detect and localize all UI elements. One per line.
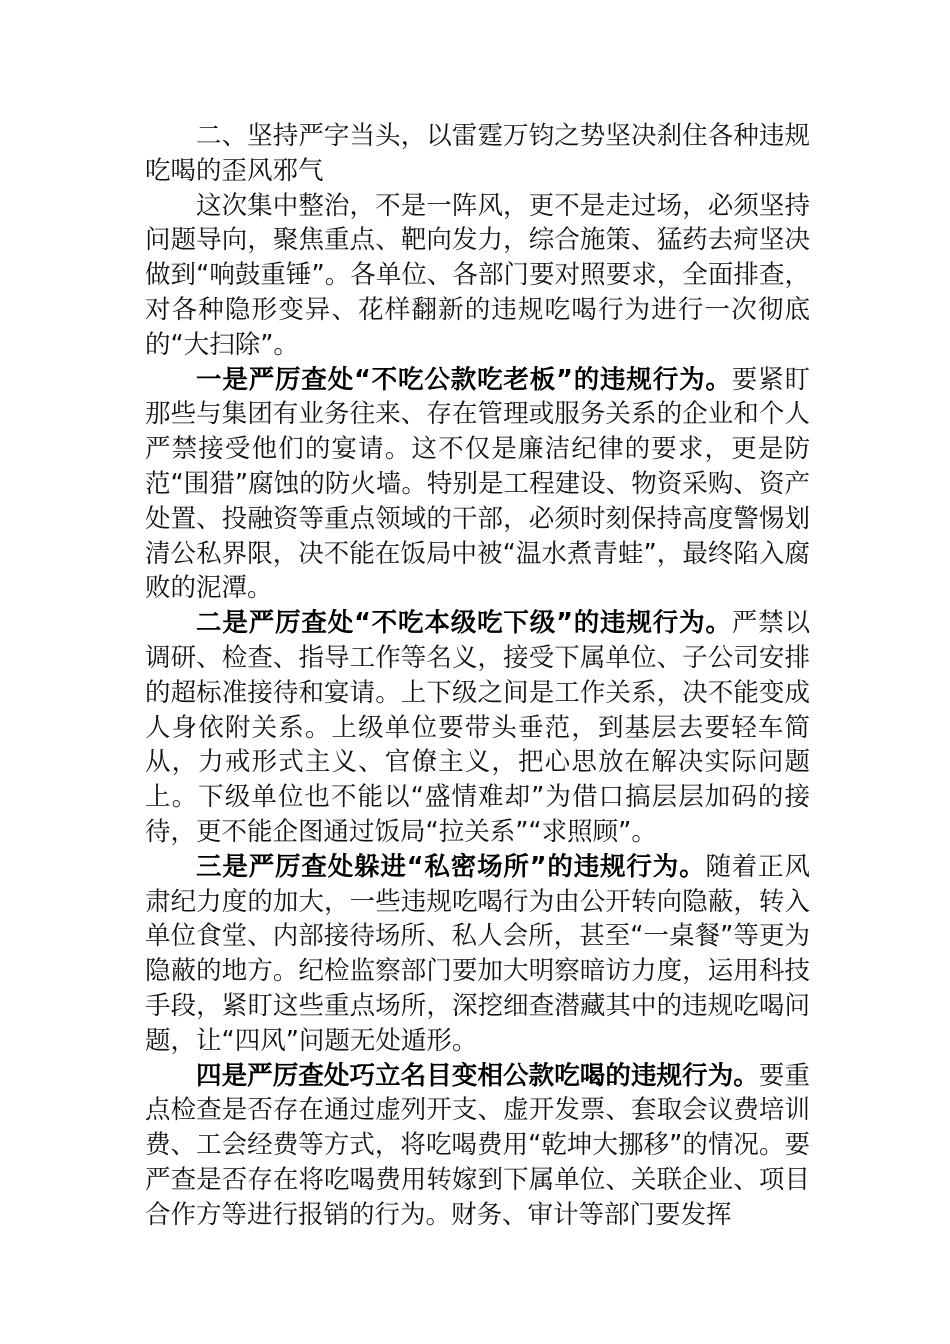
document-body — [145, 119, 810, 1233]
item-paragraph-4 — [145, 1059, 810, 1233]
intro-paragraph: 这次集中整治，不是一阵风，更不是走过场，必须坚持问题导向，聚焦重点、靶向发力，综合施策、猛药去疴坚决做到“响鼓重锤”。各单位、各部门要对照要求，全面排查，对各种隐形变异、花样翻新的违规吃喝行为进行一次彻底的“大扫除”。 — [145, 190, 810, 360]
item-body: 严禁以调研、检查、指导工作等名义，接受下属单位、子公司安排的超标准接待和宴请。上下级之间是工作关系，决不能变成人身依附关系。上级单位要带头垂范，到基层去要轻车简从，力戒形式主义、官僚主义，把心思放在解决实际问题上。下级单位也不能以“盛情难却”为借口搞层层加码的接待，更不能企图通过饭局“拉关系”“求照顾”。 — [145, 608, 810, 847]
item-body: 要重点检查是否存在通过虚列开支、虚开发票、套取会议费培训费、工会经费等方式，将吃喝费用“乾坤大挪移”的情况。要严查是否存在将吃喝费用转嫁到下属单位、关联企业、项目合作方等进行报销的行为。财务、审计等部门要发挥 — [145, 1060, 810, 1230]
item-paragraph-3 — [145, 850, 810, 1059]
item-paragraph-2 — [145, 606, 810, 850]
item-body: 要紧盯那些与集团有业务往来、存在管理或服务关系的企业和个人严禁接受他们的宴请。这不仅是廉洁纪律的要求，更是防范“围猎”腐蚀的防火墙。特别是工程建设、物资采购、资产处置、投融资等重点领域的干部，必须时刻保持高度警惕划清公私界限，决不能在饭局中被“温水煮青蛙”，最终陷入腐败的泥潭。 — [145, 364, 810, 604]
section-title: 二、坚持严字当头，以雷霆万钧之势坚决刹住各种违规吃喝的歪风邪气 — [145, 121, 810, 186]
item-paragraph-1 — [145, 363, 810, 607]
item-lead: 二是严厉查处“不吃本级吃下级”的违规行为。 — [196, 608, 732, 639]
item-lead: 三是严厉查处躲进“私密场所”的违规行为。 — [196, 851, 706, 882]
item-lead: 四是严厉查处巧立名目变相公款吃喝的违规行为。 — [196, 1060, 759, 1091]
item-body: 随着正风肃纪力度的加大，一些违规吃喝行为由公开转向隐蔽，转入单位食堂、内部接待场所、私人会所，甚至“一桌餐”等更为隐蔽的地方。纪检监察部门要加大明察暗访力度，运用科技手段，紧盯这些重点场所，深挖细查潜藏其中的违规吃喝问题，让“四风”问题无处遁形。 — [145, 851, 810, 1056]
item-lead: 一是严厉查处“不吃公款吃老板”的违规行为。 — [196, 364, 732, 395]
